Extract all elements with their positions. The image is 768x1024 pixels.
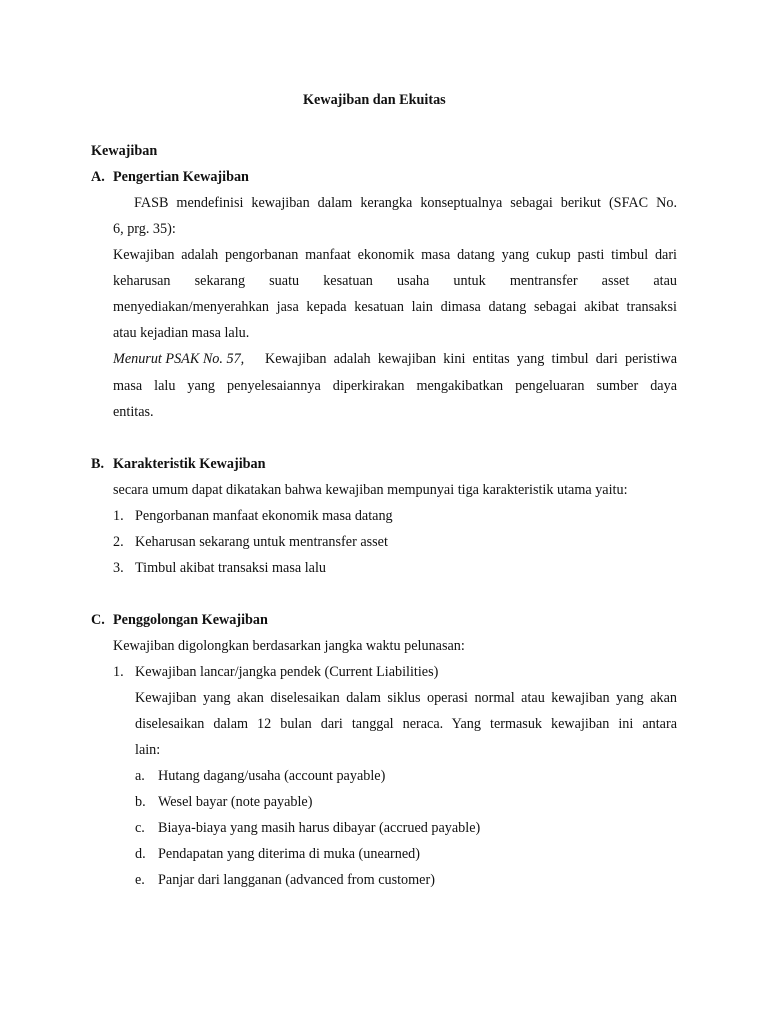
sub-item: Wesel bayar (note payable)	[158, 794, 313, 810]
sub-item: Hutang dagang/usaha (account payable)	[158, 768, 386, 784]
item1-desc-line3: lain:	[135, 742, 161, 758]
section-a-p3-line2: masa lalu yang penyelesaiannya diperkirakan mengakibatkan pengeluaran sumber daya	[113, 378, 677, 394]
list-item-number: 3.	[113, 560, 124, 576]
sub-item: Panjar dari langganan (advanced from customer)	[158, 872, 435, 888]
item1-desc-line2: diselesaikan dalam 12 bulan dari tanggal neraca. Yang termasuk kewajiban ini antara	[135, 716, 677, 732]
section-a-p2-line4: atau kejadian masa lalu.	[113, 325, 250, 341]
sub-item-letter: c.	[135, 820, 145, 836]
section-a-p3-line1: Kewajiban adalah kewajiban kini entitas yang timbul dari peristiwa	[265, 351, 677, 367]
section-c-heading: Penggolongan Kewajiban	[113, 612, 268, 628]
sub-item-letter: a.	[135, 768, 145, 784]
section-c-intro: Kewajiban digolongkan berdasarkan jangka waktu pelunasan:	[113, 638, 465, 654]
section-a-p1-line1: FASB mendefinisi kewajiban dalam kerangka konseptualnya sebagai berikut (SFAC No.	[134, 195, 677, 211]
section-a-marker: A.	[91, 169, 105, 185]
sub-item-letter: b.	[135, 794, 146, 810]
section-a-p3-line3: entitas.	[113, 404, 154, 420]
section-b-heading: Karakteristik Kewajiban	[113, 456, 266, 472]
list-item-number: 2.	[113, 534, 124, 550]
psak-reference: Menurut PSAK No. 57,	[113, 351, 245, 367]
section-c-marker: C.	[91, 612, 105, 628]
sub-item-letter: d.	[135, 846, 146, 862]
item1-desc-line1: Kewajiban yang akan diselesaikan dalam siklus operasi normal atau kewajiban yang akan	[135, 690, 677, 706]
section-a-heading: Pengertian Kewajiban	[113, 169, 249, 185]
sub-item: Pendapatan yang diterima di muka (unearned)	[158, 846, 420, 862]
list-item: Pengorbanan manfaat ekonomik masa datang	[135, 508, 393, 524]
section-heading: Kewajiban	[91, 143, 158, 159]
section-b-intro: secara umum dapat dikatakan bahwa kewajiban mempunyai tiga karakteristik utama yaitu:	[113, 482, 628, 498]
list-item: Keharusan sekarang untuk mentransfer asset	[135, 534, 388, 550]
sub-item-letter: e.	[135, 872, 145, 888]
sub-item: Biaya-biaya yang masih harus dibayar (accrued payable)	[158, 820, 481, 836]
list-item: Kewajiban lancar/jangka pendek (Current Liabilities)	[135, 664, 439, 680]
page-title: Kewajiban dan Ekuitas	[303, 92, 446, 108]
list-item-number: 1.	[113, 664, 124, 680]
section-a-p2-line1: Kewajiban adalah pengorbanan manfaat ekonomik masa datang yang cukup pasti timbul dari	[113, 247, 677, 263]
section-a-p1-line2: 6, prg. 35):	[113, 221, 176, 237]
list-item: Timbul akibat transaksi masa lalu	[135, 560, 326, 576]
list-item-number: 1.	[113, 508, 124, 524]
section-a-p2-line3: menyediakan/menyerahkan jasa kepada kesatuan lain dimasa datang sebagai akibat transaksi	[113, 299, 677, 315]
section-b-marker: B.	[91, 456, 105, 472]
section-a-p2-line2: keharusan sekarang suatu kesatuan usaha untuk mentransfer asset atau	[113, 273, 677, 289]
